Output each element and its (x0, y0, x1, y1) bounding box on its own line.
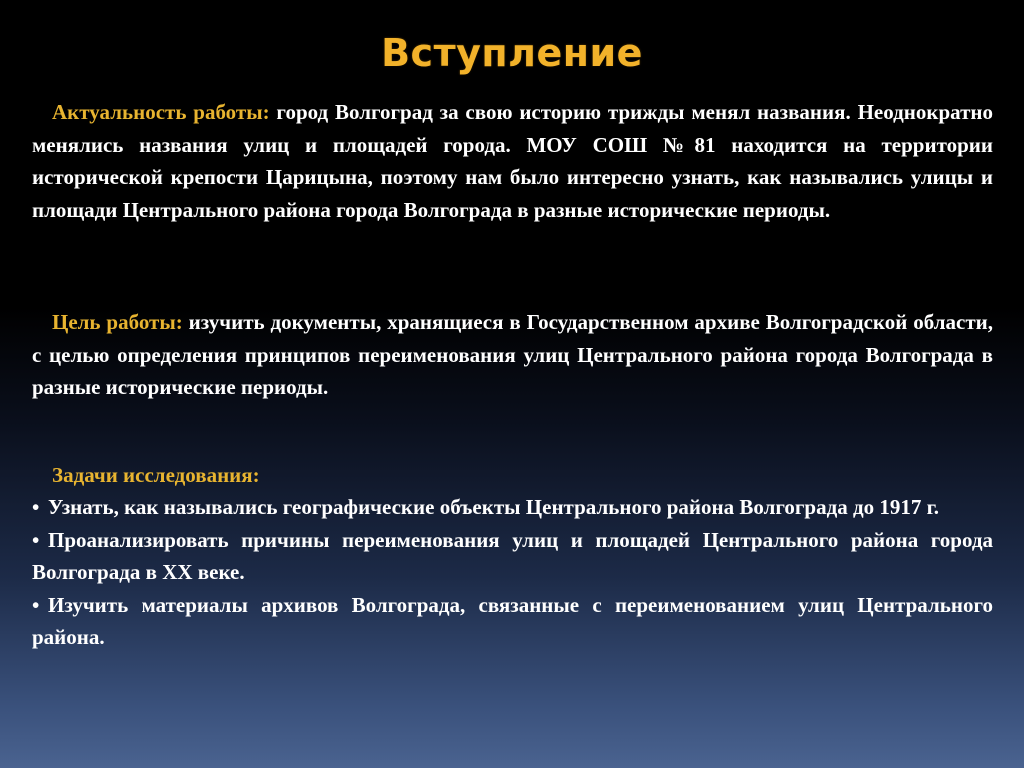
relevance-label: Актуальность работы: (52, 100, 270, 124)
list-item (32, 589, 993, 654)
slide-content (32, 96, 993, 654)
relevance-paragraph (32, 96, 993, 226)
goal-paragraph (32, 306, 993, 404)
slide-title: Вступление (381, 31, 643, 76)
list-item (32, 524, 993, 589)
goal-label: Цель работы: (52, 310, 183, 334)
task-text: Проанализировать причины переименования улиц и площадей Центрального района города Волгограда в XX веке. (32, 527, 993, 584)
bullet-icon: • (32, 592, 40, 617)
bullet-icon: • (32, 495, 40, 519)
tasks-heading: Задачи исследования: (52, 462, 260, 487)
list-item (32, 491, 993, 524)
goal-text: изучить документы, хранящиеся в Государственном архиве Волгоградской области, с целью определения принципов переименования улиц Центрального района города Волгограда в разные исторические периоды. (32, 310, 993, 399)
bullet-icon: • (32, 527, 40, 552)
spacer (32, 226, 993, 306)
tasks-list (32, 491, 993, 654)
task-text: Узнать, как назывались географические объекты Центрального района Волгограда до 1917 г. (48, 495, 940, 519)
relevance-text: город Волгоград за свою историю трижды менял названия. Неоднократно менялись названия улиц и площадей города. МОУ СОШ №81 находится на территории исторической крепости Царицына, поэтому нам было интересно узнать, как назывались улицы и площади Центрального района города Волгограда в разные исторические периоды. (32, 100, 993, 222)
task-text: Изучить материалы архивов Волгограда, связанные с переименованием улиц Центрального района. (32, 592, 993, 649)
spacer (32, 404, 993, 459)
